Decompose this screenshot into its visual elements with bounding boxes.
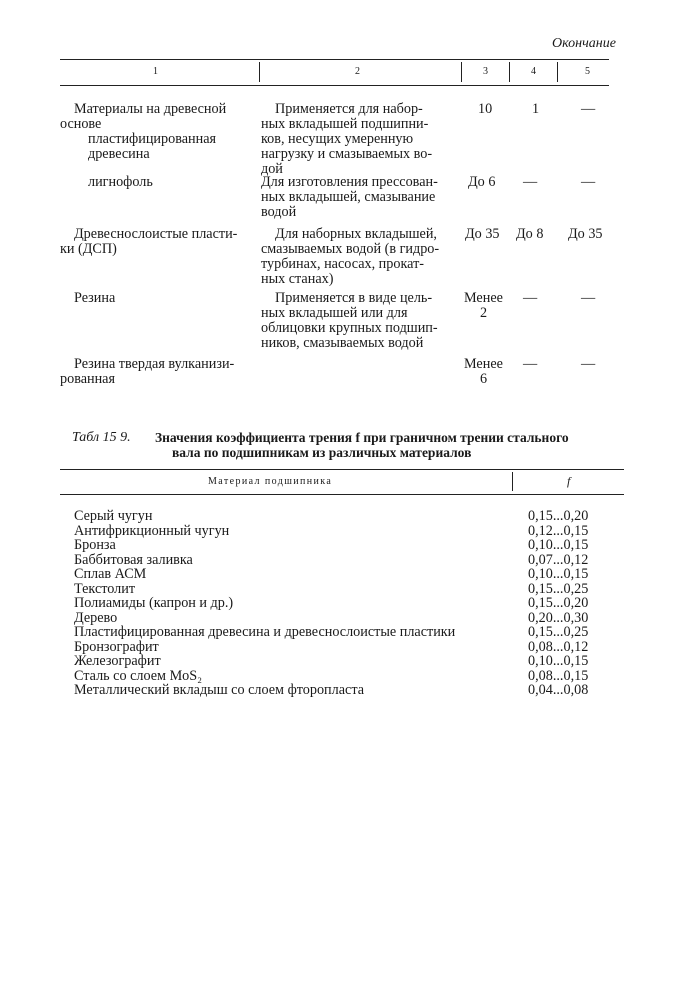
friction-value: 0,15...0,20 bbox=[528, 595, 589, 611]
material-name: Сплав АСМ bbox=[74, 566, 147, 582]
material-line: лигнофоль bbox=[88, 174, 153, 190]
use-line: ников, смазываемых водой bbox=[261, 335, 424, 351]
friction-value: 0,08...0,12 bbox=[528, 638, 589, 655]
col5-value: — bbox=[581, 174, 596, 190]
col3-value: 10 bbox=[478, 101, 493, 117]
friction-value: 0,15...0,20 bbox=[528, 508, 589, 524]
material-name: Железографит bbox=[74, 653, 161, 669]
col3-value: До 6 bbox=[468, 174, 496, 190]
col5-value: — bbox=[581, 356, 596, 372]
col4-value: До 8 bbox=[516, 226, 544, 242]
material-line: Древеснослоистые пласти- bbox=[74, 226, 238, 242]
col3-value: Менее bbox=[464, 356, 503, 372]
table2-caption-label: Табл 15 9. bbox=[72, 430, 131, 445]
use-line: Для изготовления прессован- bbox=[261, 174, 438, 190]
use-line: Применяется в виде цель- bbox=[275, 290, 433, 306]
col3-value: 2 bbox=[480, 305, 488, 321]
use-line: водой bbox=[261, 204, 297, 220]
friction-value: 0,04...0,08 bbox=[528, 682, 589, 698]
col5-value: До 35 bbox=[568, 226, 603, 242]
material-line: Резина bbox=[74, 290, 116, 306]
col4-value: 1 bbox=[532, 101, 540, 117]
table1-header-col1: 1 bbox=[153, 66, 158, 77]
material-sub-line: древесина bbox=[88, 146, 150, 162]
col5-value: — bbox=[581, 290, 596, 306]
material-name: Пластифицированная древесина и древеснослоистые пластики bbox=[74, 624, 456, 640]
use-line: дой bbox=[261, 161, 283, 177]
col3-value: 6 bbox=[480, 371, 488, 387]
friction-value: 0,15...0,25 bbox=[528, 580, 589, 597]
material-name: Серый чугун bbox=[74, 508, 153, 524]
table1-header-col3: 3 bbox=[483, 66, 488, 77]
use-line: смазываемых водой (в гидро- bbox=[261, 241, 440, 257]
material-name: Дерево bbox=[74, 609, 118, 626]
use-line: Применяется для набор- bbox=[275, 101, 423, 117]
material-name: Бронза bbox=[74, 537, 116, 553]
material-name: Металлический вкладыш со слоем фторопласта bbox=[74, 682, 364, 698]
col4-value: — bbox=[523, 290, 538, 306]
table2-caption-line1: Значения коэффициента трения f при граничном трении стального bbox=[155, 430, 569, 445]
table2-caption-line2: вала по подшипникам из различных материалов bbox=[172, 445, 472, 460]
material-line: Резина твердая вулканизи- bbox=[74, 356, 235, 372]
material-line: основе bbox=[60, 116, 102, 132]
col4-value: — bbox=[523, 356, 538, 372]
col3-value: До 35 bbox=[465, 226, 500, 242]
friction-value: 0,10...0,15 bbox=[528, 537, 589, 553]
friction-value: 0,08...0,15 bbox=[528, 667, 589, 684]
material-sub-line: пластифицированная bbox=[88, 131, 217, 147]
continuation-label: Окончание bbox=[552, 36, 616, 51]
material-line: ки (ДСП) bbox=[60, 241, 117, 257]
use-line: ных вкладышей подшипни- bbox=[261, 116, 429, 132]
friction-value: 0,10...0,15 bbox=[528, 566, 589, 582]
friction-value: 0,07...0,12 bbox=[528, 551, 589, 568]
material-line: Материалы на древесной bbox=[74, 101, 227, 117]
material-name: Бронзографит bbox=[74, 638, 159, 655]
friction-value: 0,20...0,30 bbox=[528, 609, 589, 626]
use-line: ных станах) bbox=[261, 271, 334, 287]
material-name: Баббитовая заливка bbox=[74, 551, 193, 568]
use-line: ных вкладышей или для bbox=[261, 305, 408, 321]
col3-value: Менее bbox=[464, 290, 503, 306]
use-line: ков, несущих умеренную bbox=[261, 131, 414, 147]
table1-header-col5: 5 bbox=[585, 66, 590, 77]
table2-header-f: f bbox=[567, 474, 571, 488]
material-name: Текстолит bbox=[74, 580, 136, 597]
use-line: турбинах, насосах, прокат- bbox=[261, 256, 424, 272]
col5-value: — bbox=[581, 101, 596, 117]
friction-value: 0,10...0,15 bbox=[528, 653, 589, 669]
material-name: Полиамиды (капрон и др.) bbox=[74, 595, 234, 611]
table2-header-material: Материал подшипника bbox=[208, 476, 333, 487]
table1-header-col4: 4 bbox=[531, 66, 536, 77]
col4-value: — bbox=[523, 174, 538, 190]
use-line: облицовки крупных подшип- bbox=[261, 320, 438, 336]
material-line: рованная bbox=[60, 371, 116, 387]
material-name: Сталь со слоем MoS₂ bbox=[74, 667, 203, 684]
use-line: ных вкладышей, смазывание bbox=[261, 189, 436, 205]
use-line: Для наборных вкладышей, bbox=[275, 226, 437, 242]
use-line: нагрузку и смазываемых во- bbox=[261, 146, 433, 162]
table1-header-col2: 2 bbox=[355, 66, 360, 77]
friction-value: 0,15...0,25 bbox=[528, 624, 589, 640]
friction-value: 0,12...0,15 bbox=[528, 522, 589, 539]
material-name: Антифрикционный чугун bbox=[74, 522, 230, 539]
